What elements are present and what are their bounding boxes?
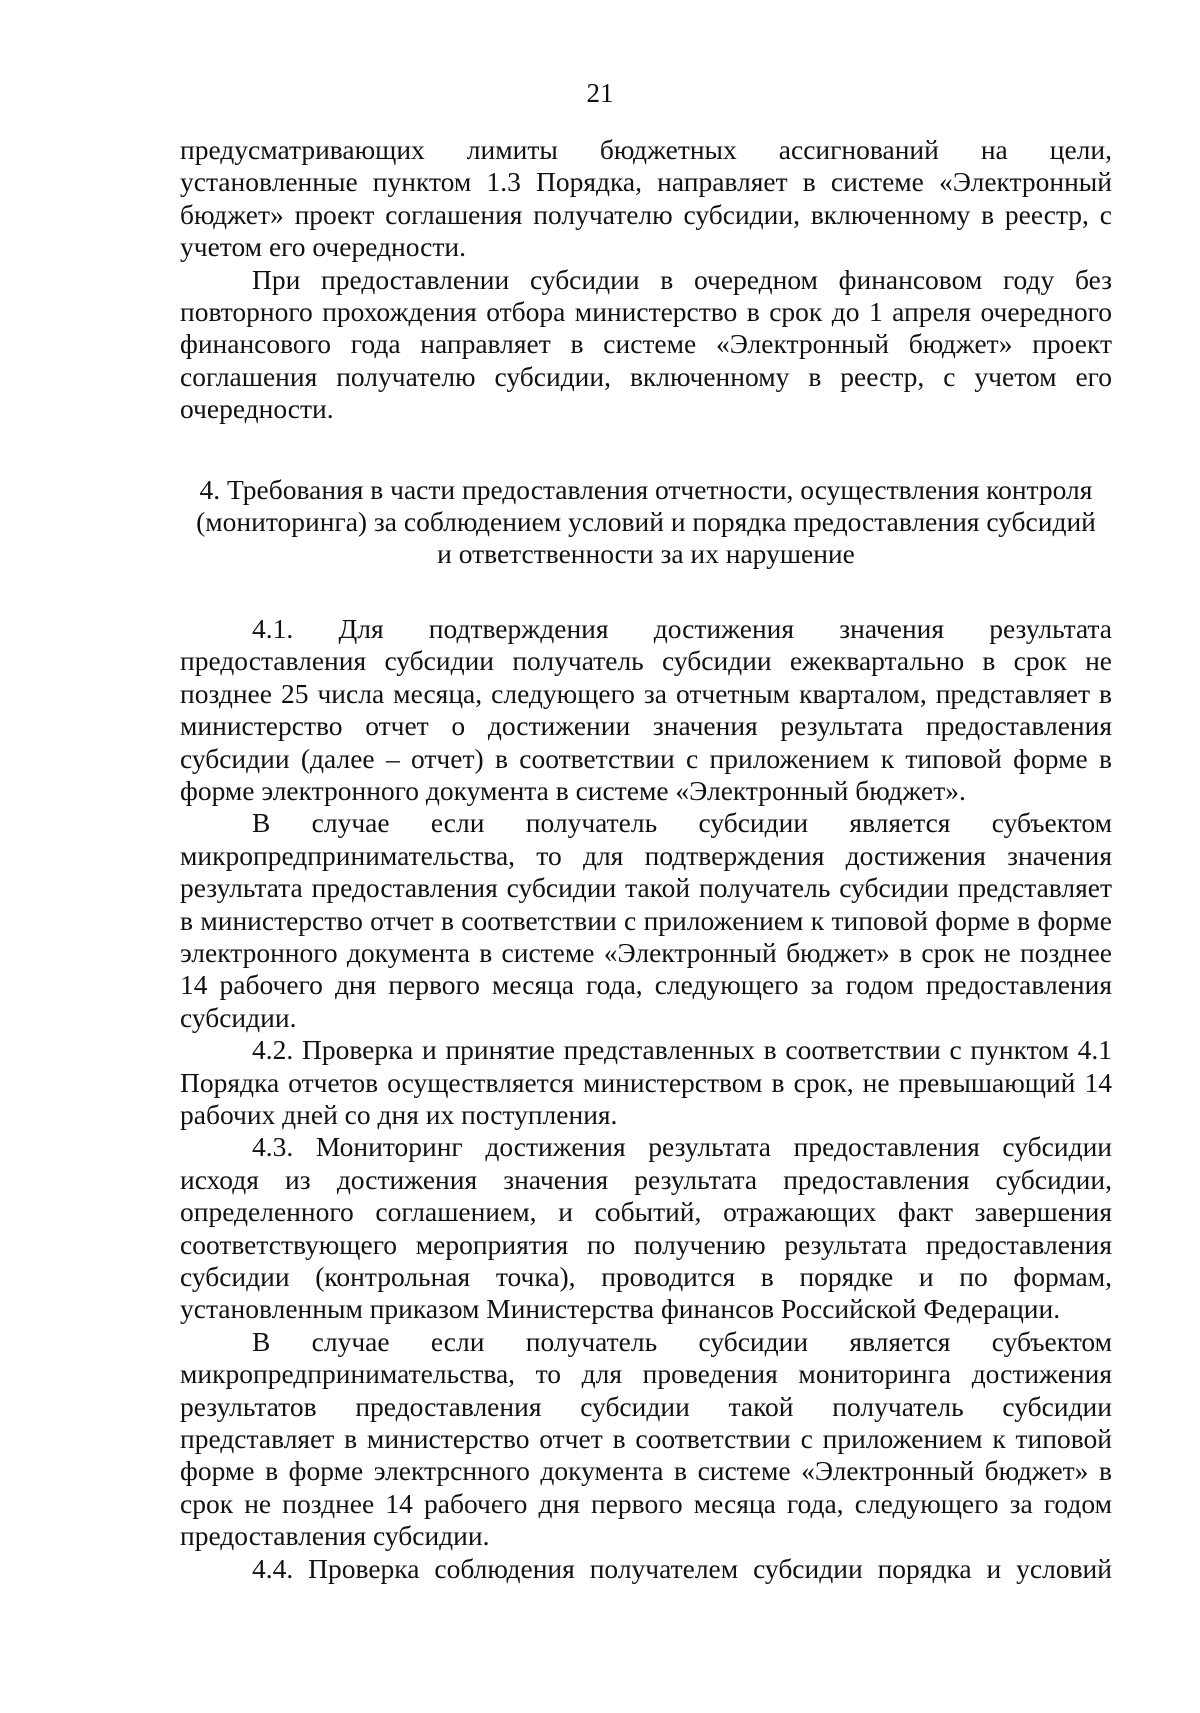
section-heading: 4. Требования в части предоставления отчетности, осуществления контроля (мониторинга) за соблюдением условий и порядка предоставления субсидий и ответственности за их нарушение [196, 473, 1096, 570]
paragraph: В случае если получатель субсидии является субъектом микропредпринимательства, то для проведения мониторинга достижения результатов предоставления субсидии такой получатель субсидии представляет в министерство отчет в соответствии с приложением к типовой форме в форме электрснного документа в системе «Электронный бюджет» в срок не позднее 14 рабочего дня первого месяца года, следующего за годом предоставления субсидии. [180, 1325, 1112, 1552]
document-body [180, 134, 1112, 1585]
paragraph: При предоставлении субсидии в очередном финансовом году без повторного прохождения отбора министерство в срок до 1 апреля очередного финансового года направляет в системе «Электронный бюджет» проект соглашения получателю субсидии, включенному в реестр, с учетом его очередности. [180, 263, 1112, 425]
paragraph-4-1: 4.1. Для подтверждения достижения значения результата предоставления субсидии получатель субсидии ежеквартально в срок не позднее 25 числа месяца, следующего за отчетным кварталом, представляет в министерство отчет о достижении значения результата предоставления субсидии (далее – отчет) в соответствии с приложением к типовой форме в форме электронного документа в системе «Электронный бюджет». [180, 612, 1112, 806]
paragraph-4-4: 4.4. Проверка соблюдения получателем субсидии порядка и условий [252, 1552, 1112, 1584]
paragraph-4-3: 4.3. Мониторинг достижения результата предоставления субсидии исходя из достижения значения результата предоставления субсидии, определенного соглашением, и событий, отражающих факт завершения соответствующего мероприятия по получению результата предоставления субсидии (контрольная точка), проводится в порядке и по формам, установленным приказом Министерства финансов Российской Федерации. [180, 1131, 1112, 1325]
paragraph: В случае если получатель субсидии является субъектом микропредпринимательства, то для подтверждения достижения значения результата предоставления субсидии такой получатель субсидии представляет в министерство отчет в соответствии с приложением к типовой форме в форме электронного документа в системе «Электронный бюджет» в срок не позднее 14 рабочего дня первого месяца года, следующего за годом предоставления субсидии. [180, 807, 1112, 1033]
paragraph-continuation: предусматривающих лимиты бюджетных ассигнований на цели, установленные пунктом 1.3 Порядка, направляет в системе «Электронный бюджет» проект соглашения получателю субсидии, включенному в реестр, с учетом его очередности. [180, 134, 1112, 263]
paragraph-4-2: 4.2. Проверка и принятие представленных в соответствии с пунктом 4.1 Порядка отчетов осуществляется министерством в срок, не превышающий 14 рабочих дней со дня их поступления. [180, 1034, 1112, 1130]
page-number: 21 [586, 78, 614, 108]
